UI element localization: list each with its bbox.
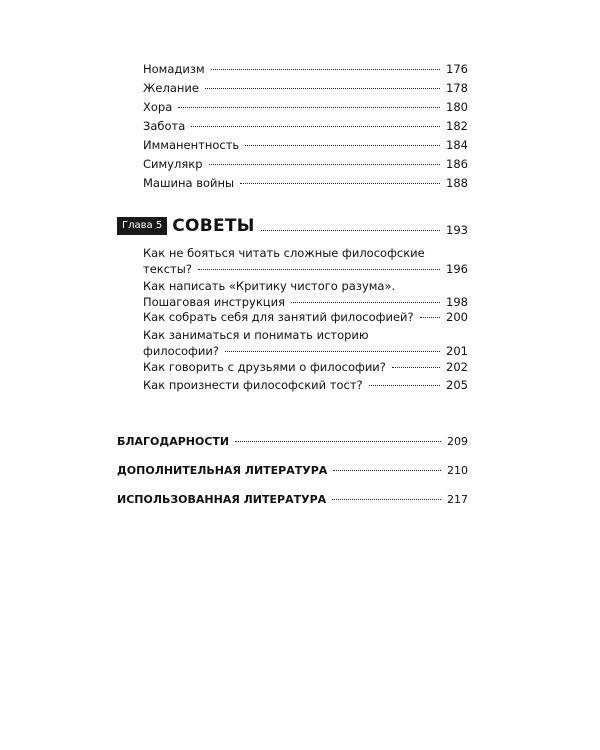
toc-entry-page: 176 — [446, 62, 468, 76]
toc-entry — [143, 99, 468, 115]
section-page: 217 — [447, 493, 468, 506]
toc-entry-title: Номадизм — [143, 62, 205, 76]
chapter-entry-page: 196 — [446, 262, 468, 276]
toc-entry-title: Машина войны — [143, 176, 235, 190]
chapter-entry — [143, 245, 468, 277]
toc-entry — [143, 61, 468, 77]
toc-entry-page: 178 — [446, 81, 468, 95]
chapter-entry-page: 205 — [446, 378, 468, 392]
section-title: ДОПОЛНИТЕЛЬНАЯ ЛИТЕРАТУРА — [117, 464, 328, 477]
dot-leader — [332, 499, 441, 500]
chapter-entry-page: 198 — [446, 295, 468, 309]
toc-entry — [143, 175, 468, 191]
dot-leader — [369, 385, 440, 386]
dot-leader — [291, 302, 440, 303]
chapter-entry-line2: философии? — [143, 344, 219, 358]
dot-leader — [392, 367, 440, 368]
dot-leader — [191, 126, 440, 127]
dot-leader — [205, 88, 440, 89]
chapter-entry — [143, 359, 468, 375]
chapter-entry-line2: Пошаговая инструкция — [143, 295, 286, 309]
section-page: 210 — [447, 464, 468, 477]
toc-entry — [143, 156, 468, 172]
toc-entry-page: 188 — [446, 176, 468, 190]
chapter-entry — [143, 377, 468, 393]
section-title: БЛАГОДАРНОСТИ — [117, 435, 230, 448]
toc-entry-title: Забота — [143, 119, 186, 133]
toc-entry-title: Имманентность — [143, 138, 240, 152]
chapter-entry-line1: Как говорить с друзьями о философии? — [143, 360, 386, 374]
chapter-entry-line1: Как заниматься и понимать историю — [143, 328, 369, 342]
toc-entry-title: Симулякр — [143, 157, 203, 171]
dot-leader — [225, 351, 440, 352]
dot-leader — [209, 164, 441, 165]
chapter-entry — [143, 309, 468, 325]
section-entry — [117, 463, 468, 479]
dot-leader — [240, 183, 440, 184]
chapter-entry-line1: Как произнести философский тост? — [143, 378, 363, 392]
chapter-entry-line1: Как написать «Критику чистого разума». — [143, 279, 396, 293]
chapter-entry-page: 202 — [446, 360, 468, 374]
chapter-title: СОВЕТЫ — [172, 216, 255, 236]
toc-entry-title: Желание — [143, 81, 199, 95]
toc-entry — [143, 137, 468, 153]
toc-entry-page: 180 — [446, 100, 468, 114]
toc-entry-title: Хора — [143, 100, 173, 114]
chapter-entry-page: 201 — [446, 344, 468, 358]
chapter-entry — [143, 327, 468, 359]
toc-entry-page: 186 — [446, 157, 468, 171]
chapter-entry-line2: тексты? — [143, 262, 192, 276]
dot-leader — [211, 69, 440, 70]
toc-entry-page: 184 — [446, 138, 468, 152]
dot-leader — [178, 107, 440, 108]
section-entry — [117, 492, 468, 508]
chapter-heading — [117, 214, 468, 238]
toc-entry — [143, 80, 468, 96]
dot-leader — [420, 317, 440, 318]
dot-leader — [245, 145, 440, 146]
dot-leader — [261, 230, 440, 231]
chapter-entry-page: 200 — [446, 310, 468, 324]
dot-leader — [333, 470, 441, 471]
chapter-label-badge: Глава 5 — [117, 217, 167, 235]
chapter-page: 193 — [446, 223, 468, 237]
toc-entry-page: 182 — [446, 119, 468, 133]
chapter-entry — [143, 278, 468, 310]
section-entry — [117, 434, 468, 450]
dot-leader — [198, 269, 440, 270]
toc-entry — [143, 118, 468, 134]
dot-leader — [235, 441, 441, 442]
section-page: 209 — [447, 435, 468, 448]
section-title: ИСПОЛЬЗОВАННАЯ ЛИТЕРАТУРА — [117, 493, 327, 506]
chapter-entry-line1: Как не бояться читать сложные философские — [143, 246, 425, 260]
chapter-entry-line1: Как собрать себя для занятий философией? — [143, 310, 414, 324]
